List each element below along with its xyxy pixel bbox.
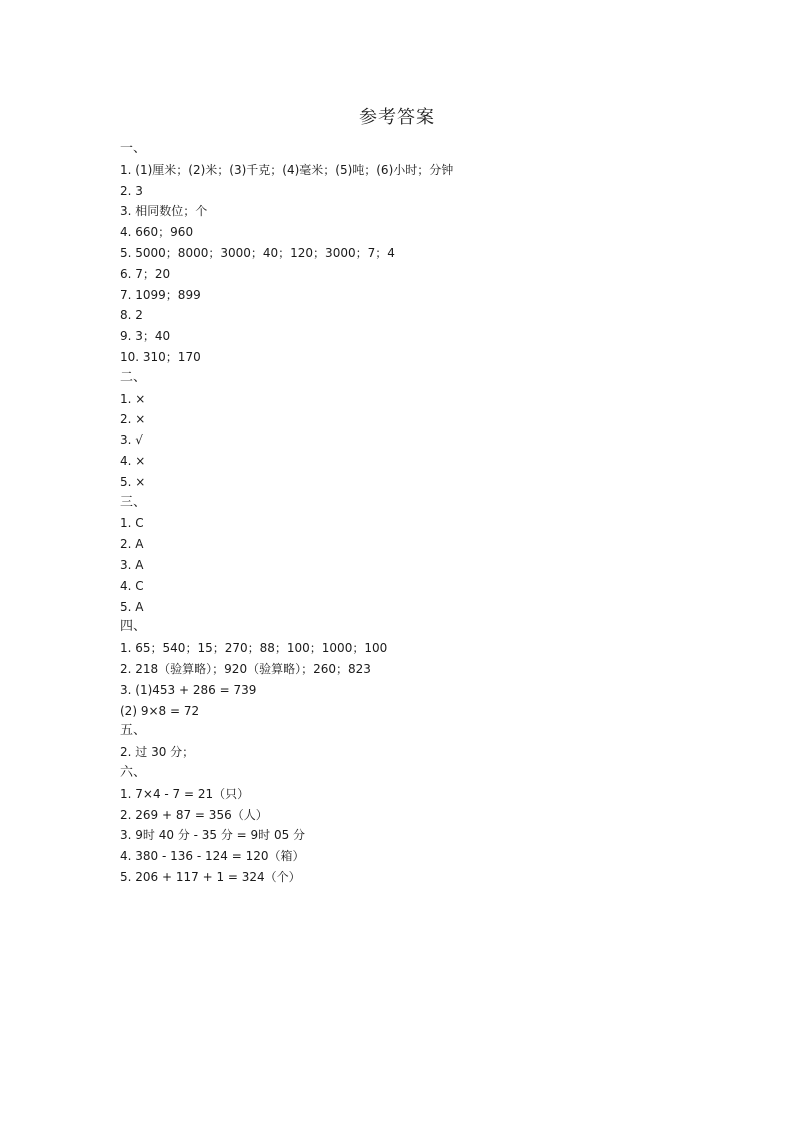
answer-line: 4. × xyxy=(120,453,146,468)
answer-line: 4. 380 - 136 - 124 = 120（箱） xyxy=(120,849,305,864)
answer-line: 2. × xyxy=(120,412,146,427)
section-heading-6: 六、 xyxy=(120,764,147,780)
section-heading-3: 三、 xyxy=(120,494,147,510)
answer-line: 1. 7×4 - 7 = 21（只） xyxy=(120,786,250,801)
answer-line: 2. 269 + 87 = 356（人） xyxy=(120,807,268,822)
answer-line: 5. 206 + 117 + 1 = 324（个） xyxy=(120,869,301,884)
answer-line: (2) 9×8 = 72 xyxy=(120,703,200,718)
answer-list xyxy=(120,139,720,888)
answer-line: 5. 5000；8000；3000；40；120；3000；7；4 xyxy=(120,245,395,260)
answer-line: 3. (1)453 + 286 = 739 xyxy=(120,682,257,697)
page-title: 参考答案 xyxy=(359,107,435,128)
answer-line: 1. 65；540；15；270；88；100；1000；100 xyxy=(120,641,388,656)
answer-line: 10. 310；170 xyxy=(120,349,201,364)
answer-line: 9. 3；40 xyxy=(120,329,171,344)
section-heading-1: 一、 xyxy=(120,141,147,156)
section-heading-4: 四、 xyxy=(120,619,147,635)
answer-line: 4. 660；960 xyxy=(120,225,194,240)
answer-line: 3. 9时 40 分 - 35 分 = 9时 05 分 xyxy=(120,828,306,843)
answer-line: 5. × xyxy=(120,474,146,489)
answer-line: 2. 218（验算略）；920（验算略）；260；823 xyxy=(120,661,371,676)
answer-line: 7. 1099；899 xyxy=(120,287,201,302)
section-heading-5: 五、 xyxy=(120,723,147,739)
answer-line: 1. × xyxy=(120,391,146,406)
answer-line: 3. A xyxy=(120,557,144,572)
answer-line: 1. C xyxy=(120,516,144,531)
answer-line: 2. 3 xyxy=(120,183,143,198)
answer-line: 5. A xyxy=(120,599,144,614)
answer-line: 2. 过 30 分； xyxy=(120,745,195,760)
answer-line: 8. 2 xyxy=(120,308,143,323)
answer-line: 6. 7；20 xyxy=(120,266,171,281)
answer-line: 1. (1)厘米；(2)米；(3)千克；(4)毫米；(5)吨；(6)小时；分钟 xyxy=(120,162,454,177)
answer-line: 3. 相同数位；个 xyxy=(120,204,208,219)
section-heading-2: 二、 xyxy=(120,369,147,385)
answer-line: 4. C xyxy=(120,578,144,593)
answer-line: 3. √ xyxy=(120,433,143,448)
answer-line: 2. A xyxy=(120,537,144,552)
